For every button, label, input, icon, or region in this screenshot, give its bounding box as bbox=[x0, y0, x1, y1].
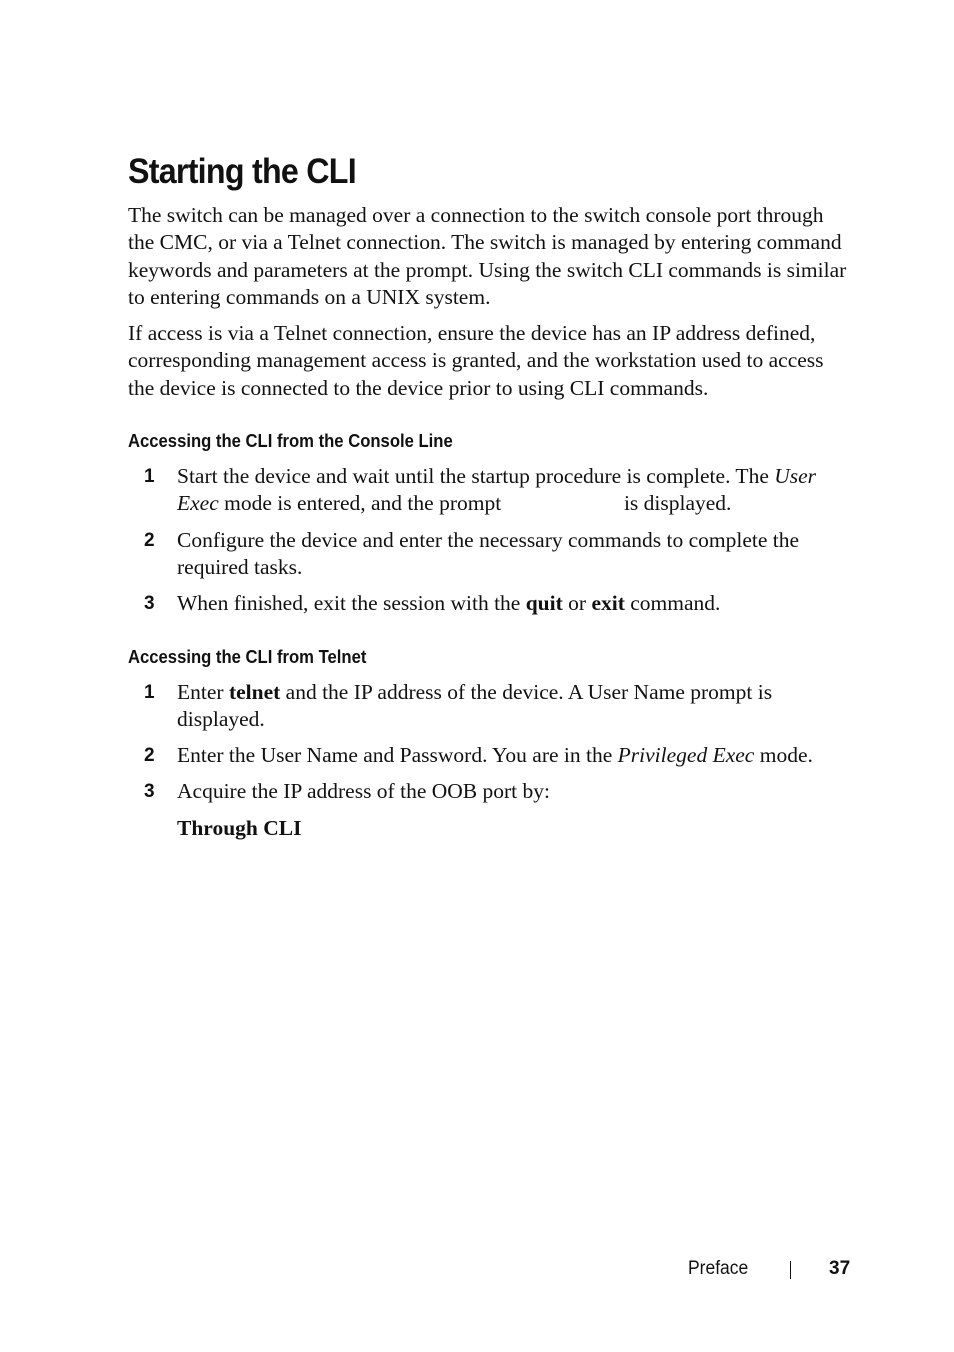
telnet-step-1 bbox=[128, 679, 854, 734]
page-content bbox=[128, 146, 854, 842]
prompt-placeholder bbox=[507, 509, 619, 510]
step-text: command. bbox=[624, 591, 721, 616]
step-text: Enter bbox=[177, 679, 229, 704]
telnet-section-heading: Accessing the CLI from Telnet bbox=[128, 645, 367, 667]
step-text: When finished, exit the session with the bbox=[177, 591, 526, 616]
step-number: 3 bbox=[144, 781, 155, 803]
intro-paragraph-2: If access is via a Telnet connection, ensure the device has an IP address defined, corresponding management access is granted, and the workstation used to access the device is connected to the device prior to using CLI commands. bbox=[128, 321, 824, 400]
page-footer bbox=[0, 1254, 954, 1284]
console-steps-list bbox=[128, 463, 854, 617]
step-text: or bbox=[562, 591, 592, 616]
step-text: Acquire the IP address of the OOB port by: bbox=[177, 779, 550, 804]
console-section-heading: Accessing the CLI from the Console Line bbox=[128, 430, 453, 452]
step-number: 3 bbox=[144, 593, 155, 615]
step-number: 1 bbox=[144, 466, 155, 488]
mode-name: User Exec bbox=[177, 464, 817, 516]
step-text: mode is entered, and the prompt bbox=[218, 491, 507, 516]
step-text: mode. bbox=[754, 743, 813, 768]
step-text: and the IP address of the device. A User Name prompt is displayed. bbox=[177, 679, 773, 731]
command-exit: exit bbox=[591, 591, 625, 616]
through-cli-heading: Through CLI bbox=[177, 815, 302, 840]
step-text: Start the device and wait until the startup procedure is complete. The bbox=[177, 464, 775, 489]
telnet-steps-list bbox=[128, 679, 854, 806]
intro-paragraph-1: The switch can be managed over a connection to the switch console port through the CMC, or via a Telnet connection. The switch is managed by entering command keywords and parameters at the prompt. Using the switch CLI commands is similar to entering commands on a UNIX system. bbox=[128, 203, 847, 309]
telnet-step-2 bbox=[128, 742, 854, 769]
step-text: Enter the User Name and Password. You are in the bbox=[177, 743, 618, 768]
footer-section-name: Preface bbox=[688, 1258, 749, 1279]
step-text: is displayed. bbox=[618, 491, 732, 516]
step-number: 2 bbox=[144, 529, 155, 551]
command-quit: quit bbox=[525, 591, 563, 616]
step-text: Configure the device and enter the necessary commands to complete the required tasks. bbox=[177, 527, 800, 579]
page-number: 37 bbox=[829, 1258, 851, 1279]
console-step-3 bbox=[128, 590, 854, 617]
step-number: 2 bbox=[144, 745, 155, 767]
mode-name: Privileged Exec bbox=[617, 743, 755, 768]
page-title: Starting the CLI bbox=[128, 152, 356, 191]
console-step-1 bbox=[128, 463, 854, 518]
footer-divider bbox=[790, 1261, 791, 1279]
command-telnet: telnet bbox=[228, 679, 281, 704]
step-number: 1 bbox=[144, 681, 155, 703]
telnet-step-3 bbox=[128, 778, 854, 805]
console-step-2 bbox=[128, 527, 854, 582]
